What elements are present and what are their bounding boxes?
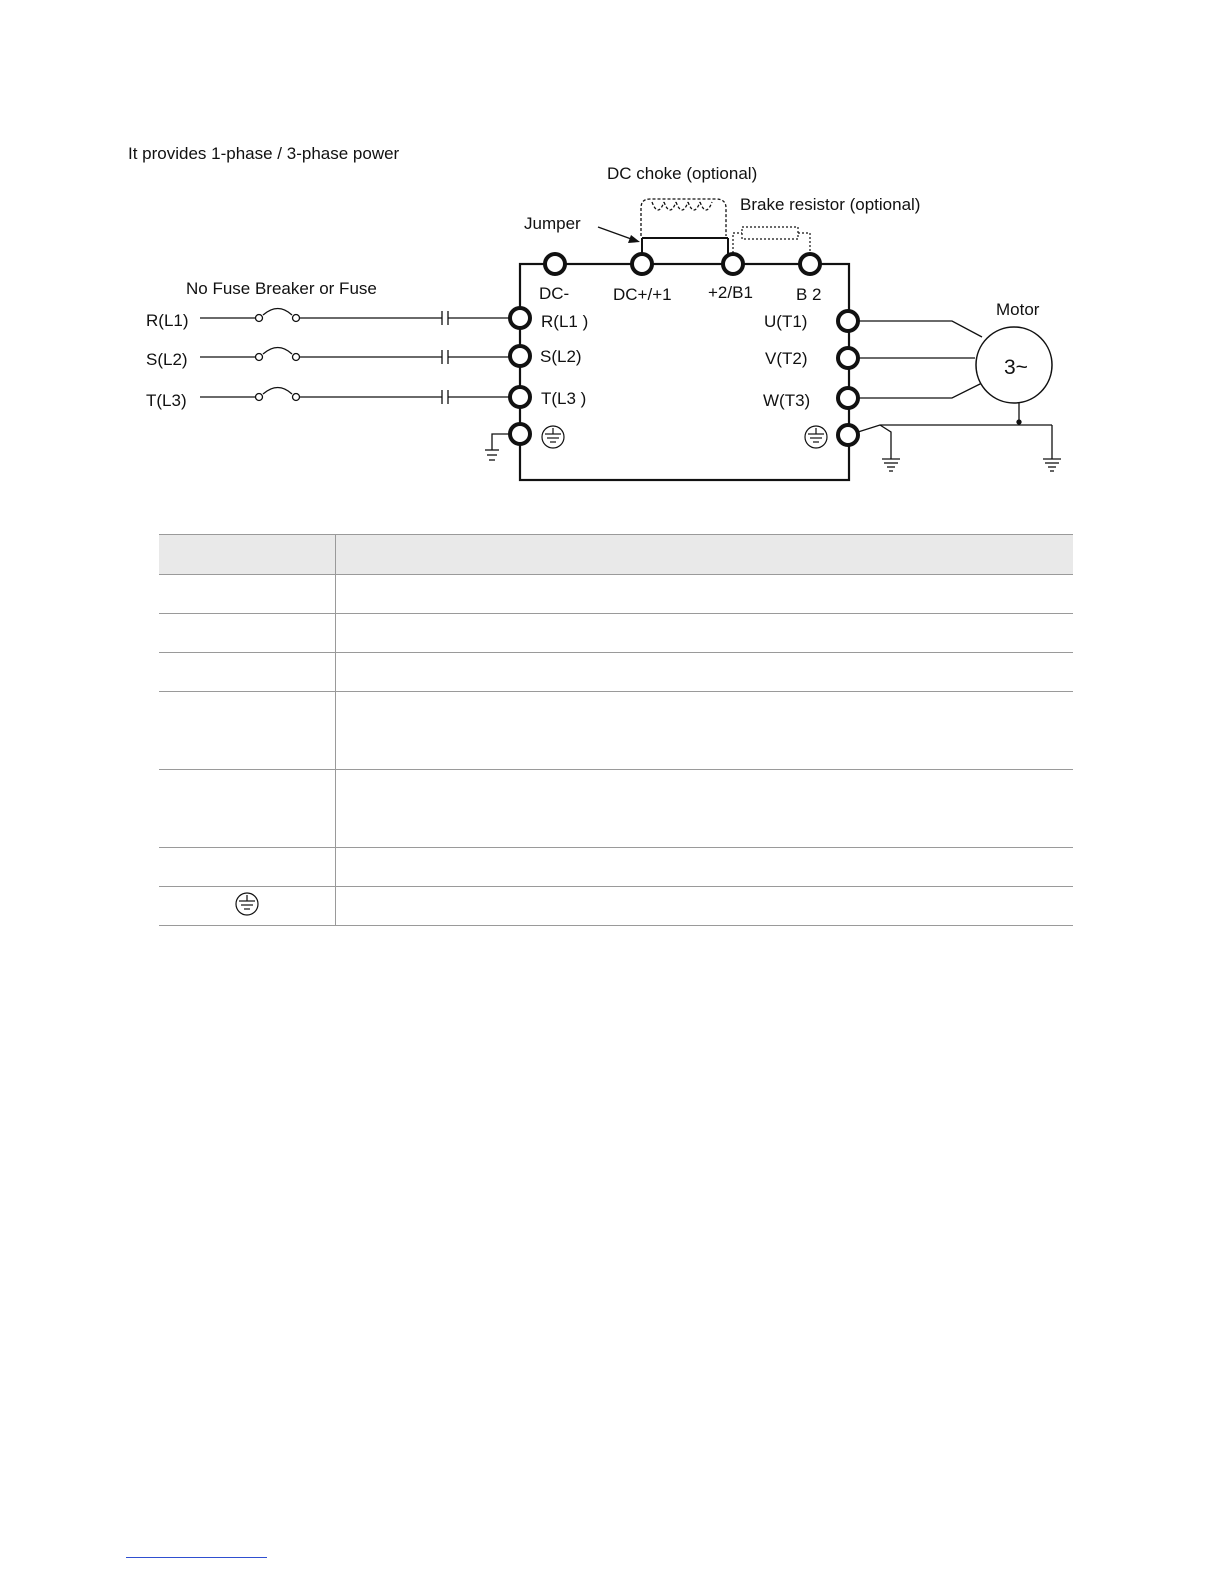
footer-rule [126, 1557, 267, 1558]
input-label-r: R(L1 ) [541, 312, 589, 331]
output-label-v: V(T2) [765, 349, 808, 368]
table-cell-description [336, 653, 1074, 692]
table-cell-terminal [159, 848, 336, 887]
output-label-w: W(T3) [763, 391, 811, 410]
input-label-s: S(L2) [540, 347, 582, 366]
table-cell-description [336, 692, 1074, 770]
ground-icon [542, 426, 564, 448]
ground-icon [805, 426, 827, 448]
table-header-description [336, 535, 1074, 575]
table-cell-description [336, 770, 1074, 848]
table-cell-terminal [159, 575, 336, 614]
table-cell-description [336, 575, 1074, 614]
dc-choke-symbol [641, 199, 726, 236]
brake-resistor-symbol [733, 227, 810, 257]
table-cell-terminal [159, 614, 336, 653]
output-label-u: U(T1) [764, 312, 808, 331]
dc-minus-label: DC- [539, 284, 570, 303]
table-cell-description [336, 848, 1074, 887]
input-earth-icon [485, 434, 510, 460]
table-row [159, 653, 1073, 692]
table-header-row [159, 535, 1073, 575]
table-row [159, 848, 1073, 887]
table-cell-terminal [159, 770, 336, 848]
breaker-label: No Fuse Breaker or Fuse [186, 279, 377, 298]
terminal-table [159, 534, 1073, 926]
table-cell-description [336, 887, 1074, 926]
input-label-t: T(L3 ) [541, 389, 587, 408]
brake-resistor-label: Brake resistor (optional) [740, 195, 921, 214]
supply-wiring [200, 309, 510, 405]
table-row [159, 614, 1073, 653]
table-cell-terminal [159, 653, 336, 692]
jumper-bar [642, 237, 728, 239]
motor-phase-label: 3~ [1004, 356, 1028, 379]
b1-label: +2/B1 [708, 283, 753, 302]
table-row [159, 887, 1073, 926]
wiring-diagram [0, 0, 1224, 520]
dc-plus-label: DC+/+1 [613, 285, 672, 304]
table-row [159, 770, 1073, 848]
table-row [159, 692, 1073, 770]
table-cell-terminal [159, 692, 336, 770]
supply-label-r: R(L1) [146, 311, 189, 330]
ground-icon [233, 890, 261, 918]
supply-label-t: T(L3) [146, 391, 187, 410]
table-header-terminal [159, 535, 336, 575]
jumper-arrow [598, 227, 640, 243]
motor-label: Motor [996, 300, 1040, 319]
table-cell-description [336, 614, 1074, 653]
dc-choke-label: DC choke (optional) [607, 164, 758, 183]
table-row [159, 575, 1073, 614]
jumper-label: Jumper [524, 214, 581, 233]
intro-text: It provides 1-phase / 3-phase power [128, 144, 400, 163]
table-cell-terminal-ground [159, 887, 336, 926]
b2-label: B 2 [796, 285, 822, 304]
supply-label-s: S(L2) [146, 350, 188, 369]
